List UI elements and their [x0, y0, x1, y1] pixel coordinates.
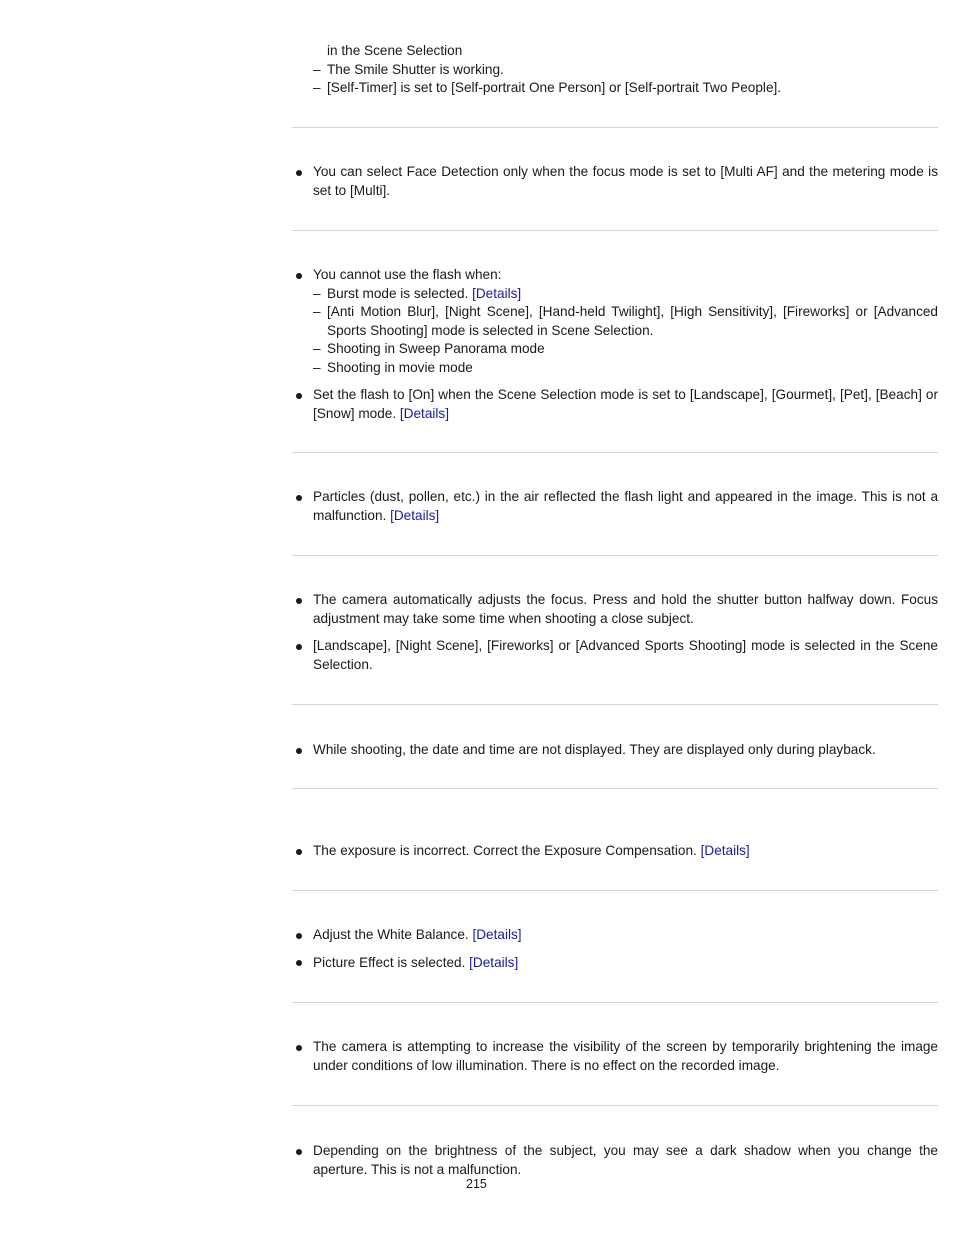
sub-item — [292, 285, 938, 304]
bullet-item: While shooting, the date and time are not displayed. They are displayed only during playback. — [292, 741, 938, 760]
bullet-item: You can select Face Detection only when the focus mode is set to [Multi AF] and the metering mode is set to [Multi]. — [292, 163, 938, 200]
details-link[interactable]: [Details] — [472, 927, 522, 942]
continuation-text: in the Scene Selection — [327, 43, 463, 58]
bullet-item — [292, 842, 938, 861]
bullet-item — [292, 954, 938, 973]
dash-marker: – — [313, 359, 321, 375]
section-exposure — [292, 789, 938, 891]
section-face-detection — [292, 128, 938, 231]
section-particles — [292, 453, 938, 556]
details-link[interactable]: [Details] — [469, 954, 519, 970]
details-link[interactable]: [Details] — [390, 507, 440, 523]
page-content — [292, 0, 938, 1179]
sub-item-text: Burst mode is selected. — [327, 285, 469, 301]
section-scene-selection — [292, 0, 938, 128]
sub-item-text: Shooting in Sweep Panorama mode — [327, 341, 545, 356]
bullet-item — [292, 386, 938, 423]
dash-marker: – — [313, 285, 321, 301]
dash-marker: – — [313, 304, 321, 319]
sub-item-text: [Anti Motion Blur], [Night Scene], [Hand-held Twilight], [High Sensitivity], [Fireworks] or [Advanced Sports Shooting] mode is selected in Scene Selection. — [327, 304, 938, 338]
section-white-balance — [292, 891, 938, 1003]
details-link[interactable]: [Details] — [472, 285, 522, 301]
dash-marker: – — [313, 80, 321, 95]
page-number: 215 — [466, 1177, 487, 1191]
bullet-item — [292, 488, 938, 525]
bullet-item: You cannot use the flash when: — [292, 266, 938, 285]
section-flash — [292, 231, 938, 453]
section-aperture — [292, 1106, 938, 1179]
section-screen-brightness — [292, 1003, 938, 1106]
bullet-text: The exposure is incorrect. Correct the Exposure Compensation. — [313, 843, 697, 858]
details-link[interactable]: [Details] — [399, 405, 450, 421]
sub-item-text: [Self-Timer] is set to [Self-portrait One Person] or [Self-portrait Two People]. — [327, 80, 782, 95]
sub-item — [292, 61, 938, 80]
dash-marker: – — [313, 341, 321, 356]
sub-item — [292, 359, 938, 378]
sub-item-text: The Smile Shutter is working. — [327, 61, 504, 77]
bullet-text: Picture Effect is selected. — [313, 954, 466, 970]
section-focus — [292, 556, 938, 705]
sub-item — [292, 79, 938, 98]
bullet-item: [Landscape], [Night Scene], [Fireworks] or [Advanced Sports Shooting] mode is selected in the Scene Selection. — [292, 637, 938, 674]
bullet-text: Particles (dust, pollen, etc.) in the air reflected the flash light and appeared in the image. This is not a malfunction. — [313, 489, 938, 523]
sub-item — [292, 303, 938, 340]
bullet-item: Depending on the brightness of the subject, you may see a dark shadow when you change the aperture. This is not a malfunction. — [292, 1142, 938, 1179]
dash-marker: – — [313, 61, 321, 77]
bullet-item: The camera automatically adjusts the focus. Press and hold the shutter button halfway down. Focus adjustment may take some time when shooting a close subject. — [292, 591, 938, 628]
sub-item-text: Shooting in movie mode — [327, 359, 473, 375]
sub-item — [292, 340, 938, 359]
details-link[interactable]: [Details] — [700, 843, 750, 858]
bullet-item: The camera is attempting to increase the visibility of the screen by temporarily brightening the image under conditions of low illumination. There is no effect on the recorded image. — [292, 1038, 938, 1075]
section-date-time — [292, 705, 938, 789]
bullet-item — [292, 926, 938, 945]
bullet-text: Adjust the White Balance. — [313, 927, 469, 942]
bullet-text: Set the flash to [On] when the Scene Selection mode is set to [Landscape], [Gourmet], [Pet], [Beach] or [Snow] mode. — [313, 387, 938, 421]
